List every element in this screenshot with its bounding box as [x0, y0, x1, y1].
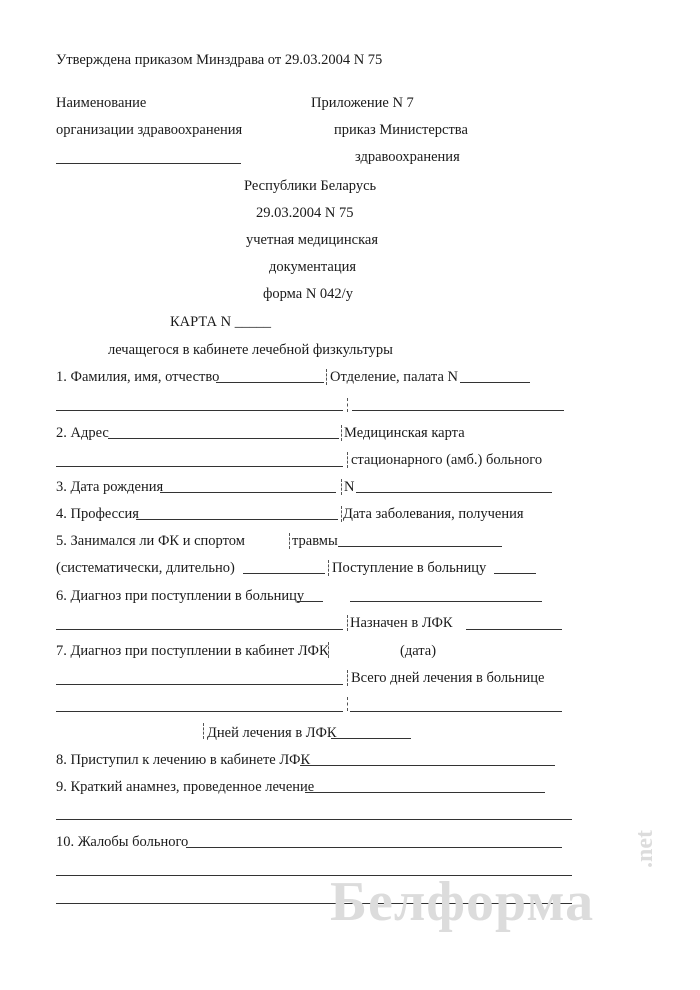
full-name-blank-2 — [56, 410, 343, 411]
appendix-line-8: форма N 042/у — [263, 286, 353, 302]
med-card-number-label: N — [344, 479, 355, 495]
lfk-start-blank — [300, 765, 555, 766]
field-anamnesis-label: 9. Краткий анамнез, проведенное лечение — [56, 779, 315, 795]
appendix-line-7: документация — [269, 259, 357, 275]
profession-blank — [136, 519, 338, 520]
appendix-line-5: 29.03.2004 N 75 — [256, 205, 354, 221]
birth-date-blank — [160, 492, 336, 493]
column-divider — [347, 615, 348, 631]
appendix-line-1: Приложение N 7 — [311, 95, 414, 111]
approval-note: Утверждена приказом Минздрава от 29.03.2004 N 75 — [56, 52, 383, 68]
lfk-diagnosis-blank-2 — [56, 711, 343, 712]
med-card-label-2: стационарного (амб.) больного — [351, 452, 543, 468]
ward-number-blank — [460, 382, 530, 383]
column-divider — [341, 506, 342, 522]
anamnesis-blank — [305, 792, 545, 793]
column-divider — [341, 425, 342, 441]
lfk-diagnosis-blank — [56, 684, 343, 685]
lfk-days-blank — [331, 738, 411, 739]
date-hint: (дата) — [400, 643, 437, 659]
lfk-days-label: Дней лечения в ЛФК — [207, 725, 337, 741]
med-card-number-blank — [356, 492, 552, 493]
column-divider — [328, 560, 329, 576]
appendix-line-3: здравоохранения — [355, 149, 460, 165]
card-subtitle: лечащегося в кабинете лечебной физкультуры — [108, 342, 393, 358]
column-divider — [347, 697, 348, 711]
field-lfk-start-label: 8. Приступил к лечению в кабинете ЛФК — [56, 752, 311, 768]
card-title: КАРТА N _____ — [170, 314, 271, 330]
department-label: Отделение, палата N — [330, 369, 458, 385]
total-days-label: Всего дней лечения в больнице — [351, 670, 545, 686]
watermark-logo: Белформа — [330, 871, 595, 933]
column-divider — [326, 369, 327, 385]
complaints-blank — [186, 847, 562, 848]
assigned-lfk-label: Назначен в ЛФК — [350, 615, 453, 631]
field-sport-hint: (систематически, длительно) — [56, 560, 235, 576]
address-blank-2 — [56, 466, 343, 467]
admission-blank — [494, 573, 536, 574]
assigned-lfk-blank — [466, 629, 562, 630]
address-blank — [108, 438, 339, 439]
field-sport-label: 5. Занимался ли ФК и спортом — [56, 533, 245, 549]
full-name-blank — [216, 382, 324, 383]
total-days-blank — [350, 711, 562, 712]
hospital-diagnosis-blank — [297, 601, 323, 602]
field-full-name-label: 1. Фамилия, имя, отчество — [56, 369, 220, 385]
column-divider — [347, 398, 348, 412]
org-label-line2: организации здравоохранения — [56, 122, 243, 138]
column-divider — [289, 533, 290, 549]
watermark-domain: .net — [632, 830, 658, 868]
field-birth-date-label: 3. Дата рождения — [56, 479, 164, 495]
field-address-label: 2. Адрес — [56, 425, 109, 441]
field-lfk-diagnosis-label: 7. Диагноз при поступлении в кабинет ЛФК — [56, 643, 329, 659]
sport-blank — [243, 573, 325, 574]
med-card-label-1: Медицинская карта — [344, 425, 465, 441]
column-divider — [341, 479, 342, 495]
field-hospital-diagnosis-label: 6. Диагноз при поступлении в больницу — [56, 588, 305, 604]
admission-blank-2 — [350, 601, 542, 602]
admission-label: Поступление в больницу — [332, 560, 487, 576]
disease-date-label: Дата заболевания, получения — [343, 506, 524, 522]
trauma-date-blank — [338, 546, 502, 547]
field-complaints-label: 10. Жалобы больного — [56, 834, 189, 850]
org-label-line1: Наименование — [56, 95, 147, 111]
field-profession-label: 4. Профессия — [56, 506, 139, 522]
trauma-label: травмы — [292, 533, 338, 549]
appendix-line-4: Республики Беларусь — [244, 178, 377, 194]
column-divider — [203, 723, 204, 739]
appendix-line-6: учетная медицинская — [246, 232, 379, 248]
column-divider — [347, 670, 348, 686]
hospital-diagnosis-blank-2 — [56, 629, 343, 630]
appendix-line-2: приказ Министерства — [334, 122, 468, 138]
org-name-blank — [56, 163, 241, 164]
department-blank-2 — [352, 410, 564, 411]
anamnesis-blank-2 — [56, 819, 572, 820]
column-divider — [347, 452, 348, 468]
